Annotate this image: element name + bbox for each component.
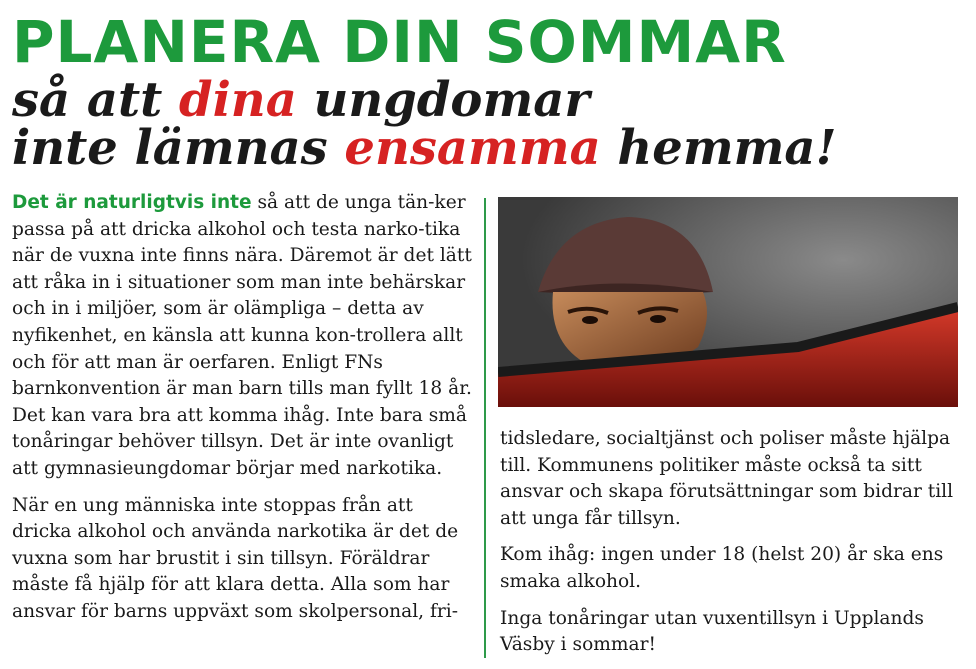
left-column: [12, 190, 472, 636]
photo-young-man-in-cap-icon: [498, 197, 958, 407]
paragraph: Inga tonåringar utan vuxentillsyn i Upplands Väsby i sommar!: [500, 607, 924, 656]
paragraph: tidsledare, socialtjänst och poliser måste hjälpa till. Kommunens politiker måste också ta sitt ansvar och skapa förutsättningar som bidrar till att unga får tillsyn.: [500, 428, 954, 529]
photo: [498, 197, 958, 407]
subheadline-text: så att: [12, 72, 179, 128]
right-column: [500, 426, 960, 669]
headline-title: PLANERA DIN SOMMAR: [12, 8, 787, 76]
subheadline-emphasis: dina: [179, 72, 297, 128]
subheadline-line-1: [12, 74, 590, 126]
subheadline-text: inte lämnas: [12, 120, 345, 176]
subheadline-text: hemma!: [600, 120, 837, 176]
paragraph: [12, 190, 472, 483]
paragraph: När en ung människa inte stoppas från att dricka alkohol och använda narkotika är det de vuxna som har brustit i sin tillsyn. Föräldrar måste få hjälp för att klara detta. Alla som har ansvar för barns uppväxt som skolpersonal, fri-: [12, 494, 459, 622]
subheadline-text: ungdomar: [296, 72, 590, 128]
paragraph-text: så att de unga tän-ker passa på att dricka alkohol och testa narko-tika när de vuxna inte finns nära. Däremot är det lätt att råka in i situationer som man inte behärskar och in i miljöer, som är olämpliga – detta av nyfikenhet, en känsla att kunna kon-trollera allt och för att man är oerfaren. Enligt FNs barnkonvention är man barn tills man fyllt 18 år. Det kan vara bra att komma ihåg. Inte bara små tonåringar behöver tillsyn. Det är inte ovanligt att gymnasieungdomar börjar med narkotika.: [12, 192, 472, 479]
column-divider: [484, 198, 486, 658]
lead-in: Det är naturligtvis inte: [12, 192, 252, 213]
subheadline-line-2: [12, 122, 837, 174]
paragraph: Kom ihåg: ingen under 18 (helst 20) år ska ens smaka alkohol.: [500, 544, 944, 592]
subheadline-emphasis: ensamma: [344, 120, 601, 176]
